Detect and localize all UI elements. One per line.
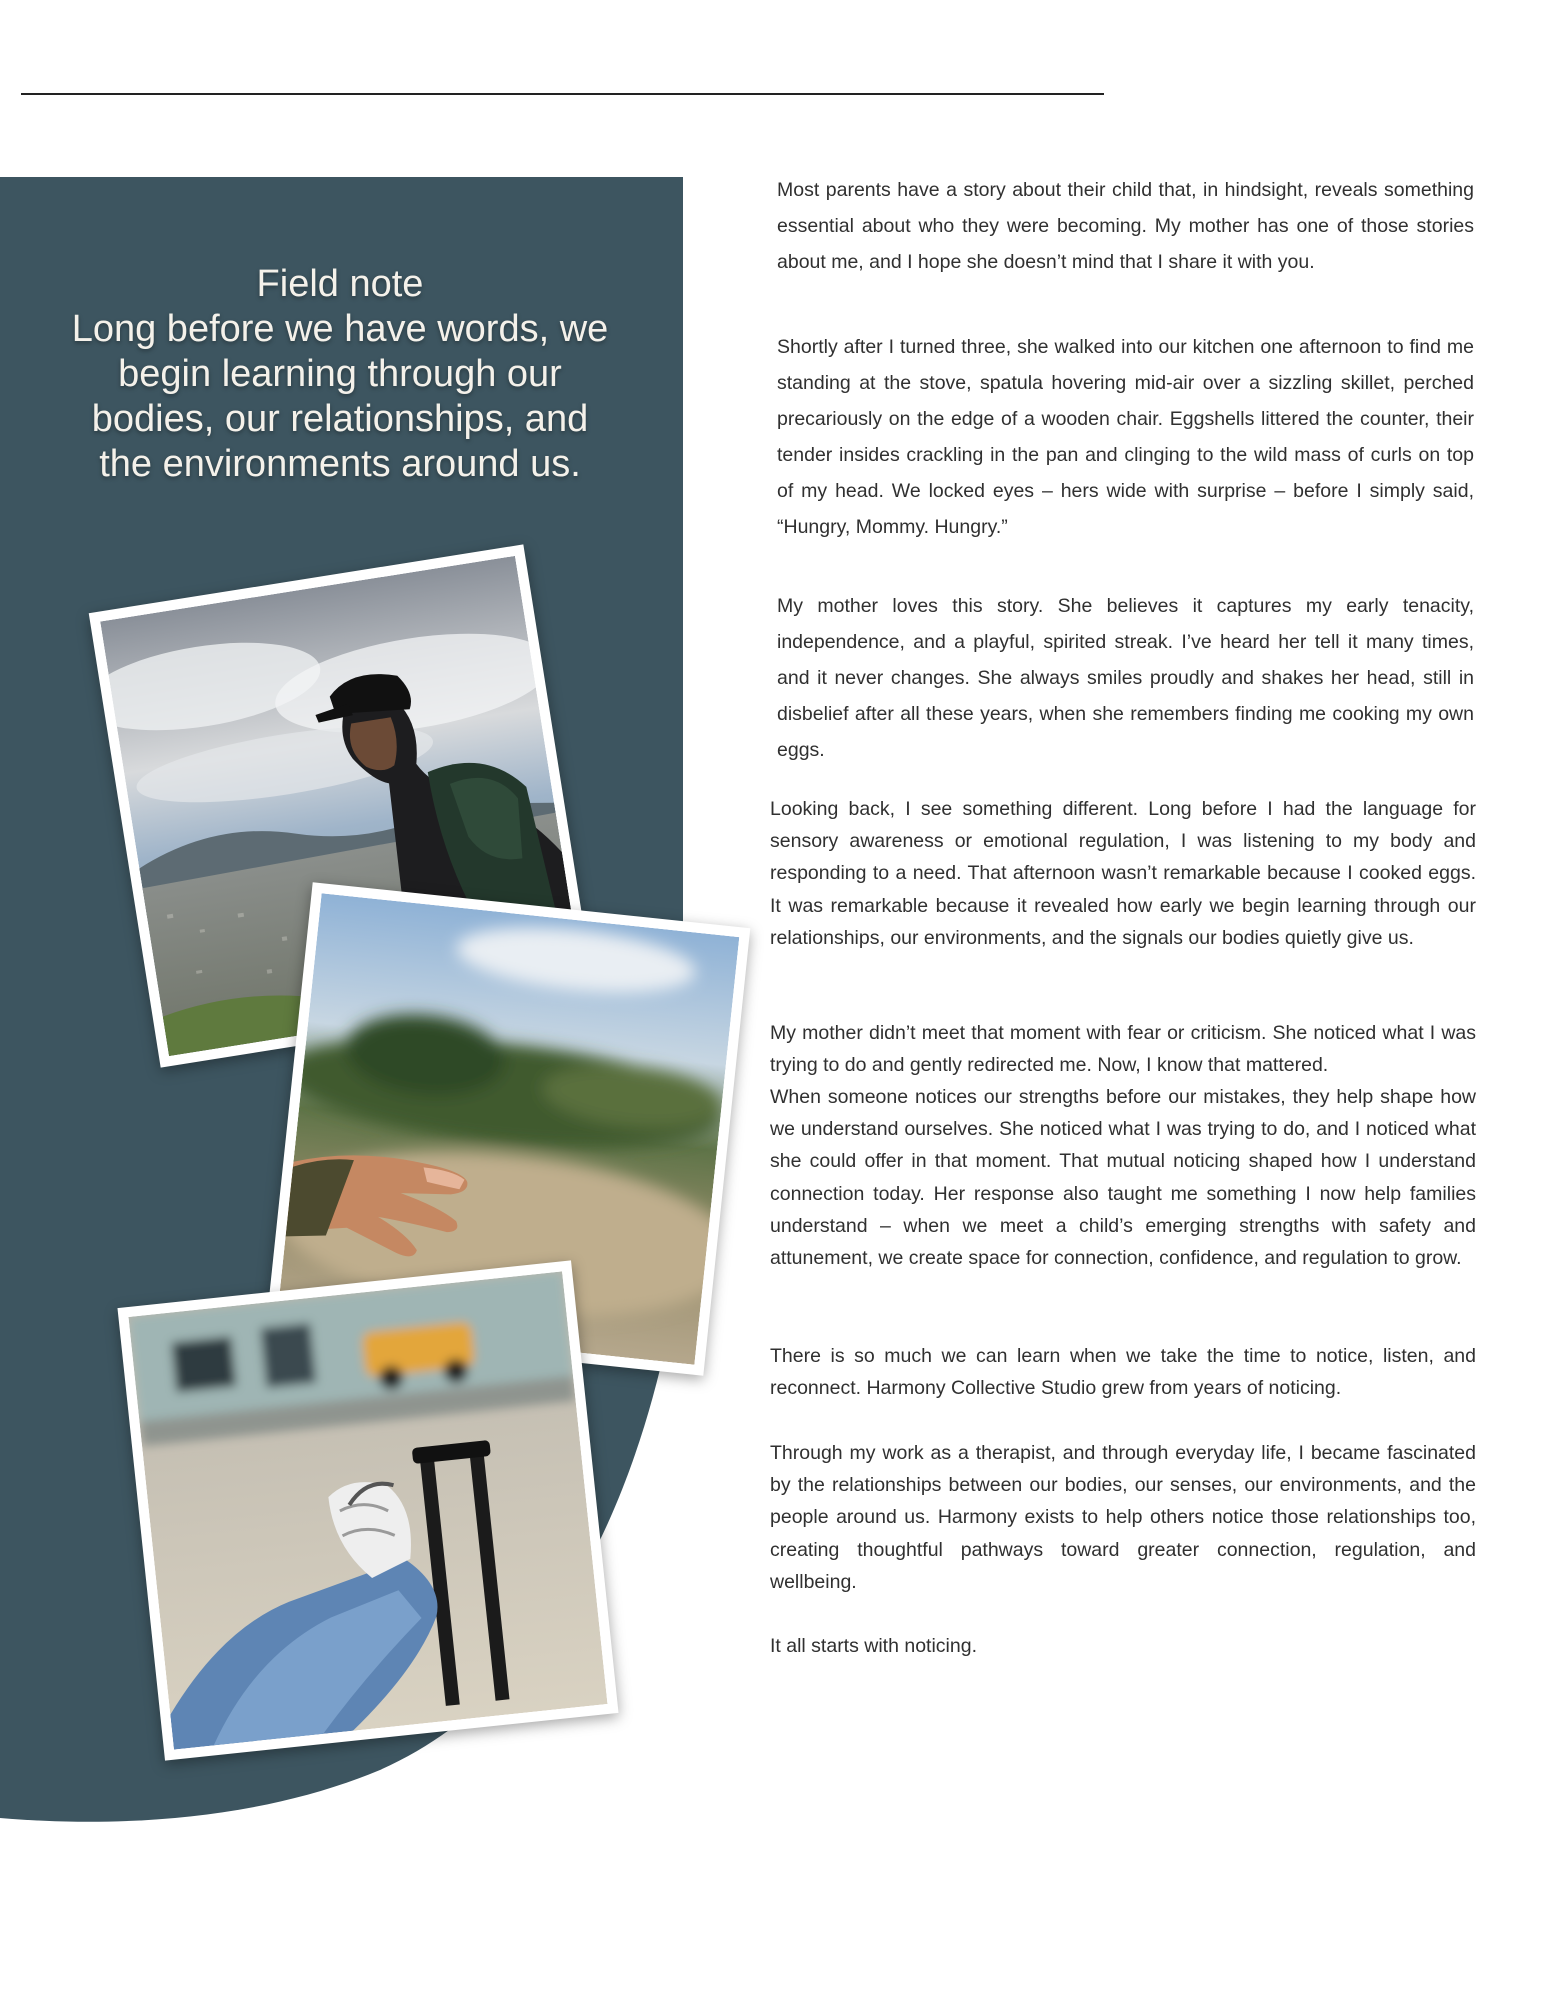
field-note: [70, 262, 610, 487]
paragraph-looking-back: Looking back, I see something different. Long before I had the language for sensory awareness or emotional regulation, I was listening to my body and responding to a need. That afternoon wasn’t remarkable because I cooked eggs. It was remarkable because it revealed how early we begin learning through our relationships, our environments, and the signals our bodies quietly give us.: [770, 798, 1476, 949]
paragraph-no-fear: My mother didn’t meet that moment with fear or criticism. She noticed what I was trying to do and gently redirected me. Now, I know that mattered.: [770, 1022, 1476, 1077]
paragraph-mother-loves-story: My mother loves this story. She believes it captures my early tenacity, independence, and a playful, spirited streak. I’ve heard her tell it many times, and it never changes. She always smiles proudly and shakes her head, still in disbelief after all these years, when she remembers finding me cooking my own eggs.: [777, 595, 1474, 761]
legs-suitcase-image: [128, 1271, 607, 1749]
paragraph-therapist-work: Through my work as a therapist, and through everyday life, I became fascinated by the relationships between our bodies, our senses, our environments, and the people around us. Harmony exists to help others notice those relationships too, creating thoughtful pathways toward greater connection, regulation, and wellbeing.: [770, 1442, 1476, 1593]
paragraph-so-much-to-learn: There is so much we can learn when we take the time to notice, listen, and reconnect. Harmony Collective Studio grew from years of noticing.: [770, 1345, 1476, 1400]
field-note-title: Field note: [256, 263, 424, 305]
paragraph-strengths: When someone notices our strengths before our mistakes, they help shape how we understand ourselves. She noticed what I was trying to do, and I noticed what she could offer in that moment. That mutual noticing shaped how I understand connection today. Her response also taught me something I now help families understand – when we meet a child’s emerging strengths with safety and attunement, we create space for connection, confidence, and regulation to grow.: [770, 1086, 1476, 1270]
photo-legs-and-suitcase: [117, 1260, 618, 1760]
paragraph-intro: Most parents have a story about their child that, in hindsight, reveals something essential about who they were becoming. My mother has one of those stories about me, and I hope she doesn’t mind that I share it with you.: [777, 179, 1474, 273]
paragraph-kitchen-story: Shortly after I turned three, she walked into our kitchen one afternoon to find me standing at the stove, spatula hovering mid-air over a sizzling skillet, perched precariously on the edge of a wooden chair. Eggshells littered the counter, their tender insides crackling in the pan and clinging to the wild mass of curls on top of my head. We locked eyes – hers wide with surprise – before I simply said, “Hungry, Mommy. Hungry.”: [777, 336, 1474, 538]
paragraph-closing: It all starts with noticing.: [770, 1635, 977, 1657]
field-note-quote: Long before we have words, we begin learning through our bodies, our relationships, and the environments around us.: [71, 308, 609, 485]
